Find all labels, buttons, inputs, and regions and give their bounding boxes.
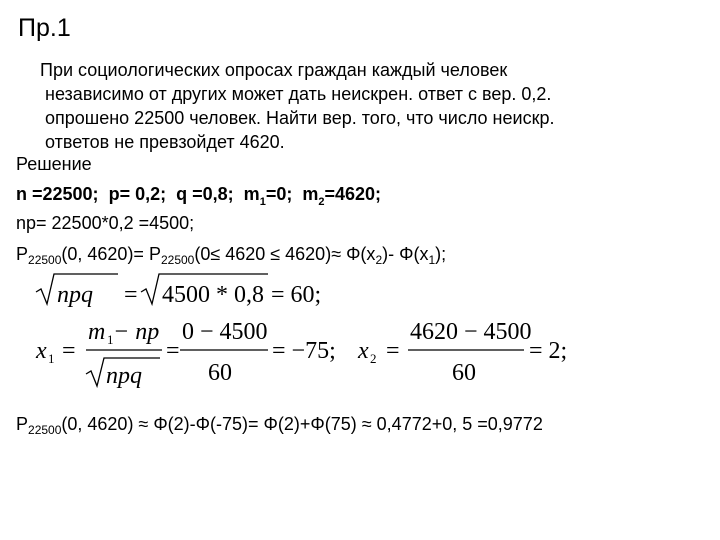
- svg-text:npq: npq: [106, 363, 142, 389]
- svg-text:= 2;: = 2;: [529, 338, 568, 364]
- formula-block: [0, 270, 720, 400]
- svg-text:= −75;: = −75;: [272, 338, 336, 364]
- problem-line-2: независимо от других может дать неискрен. ответ с вер. 0,2.: [45, 84, 552, 104]
- np-line: np= 22500*0,2 =4500;: [16, 213, 195, 233]
- svg-text:4620 − 4500: 4620 − 4500: [410, 319, 532, 345]
- problem-line-3: опрошено 22500 человек. Найти вер. того, что число неискр.: [45, 108, 555, 128]
- svg-text:2: 2: [370, 351, 377, 366]
- probability-line: $P_{22500}(0$, $4620)= P_{22500}(0\le 4620 \le 4620)\approx \Phi(x_2)-$ $\Phi(x_1)$;: [16, 244, 447, 267]
- svg-text:1: 1: [48, 351, 55, 366]
- svg-text:60: 60: [452, 360, 476, 386]
- svg-text:x: x: [36, 338, 47, 364]
- sqrt-line-formula: [36, 274, 321, 308]
- param-n: n =22500;: [16, 184, 99, 204]
- svg-text:=: =: [386, 338, 400, 364]
- svg-text:= 60;: = 60;: [271, 282, 322, 308]
- svg-text:m: m: [88, 319, 106, 345]
- svg-text:0 − 4500: 0 − 4500: [182, 319, 268, 345]
- x2-formula: [357, 319, 567, 386]
- svg-text:60: 60: [208, 360, 232, 386]
- svg-text:=: =: [62, 338, 76, 364]
- params-line: [16, 184, 381, 208]
- problem-statement: [40, 58, 554, 154]
- svg-text:1: 1: [107, 332, 114, 347]
- svg-text:=: =: [124, 282, 138, 308]
- svg-text:x: x: [358, 338, 369, 364]
- problem-line-4: ответов не превзойдет 4620.: [45, 132, 285, 152]
- slide-title: Пр.1: [18, 14, 71, 42]
- x1-formula: [35, 319, 336, 389]
- svg-text:npq: npq: [57, 282, 93, 308]
- final-result-line: $P_{22500}(0$, 4620) ≈ Φ(2)-Φ(-75)= Φ(2)+Φ(75) ≈ 0,4772+0, 5 =0,9772: [16, 414, 543, 437]
- solution-label: Решение: [16, 154, 92, 174]
- param-p: p= 0,2;: [108, 184, 167, 204]
- svg-text:4500 * 0,8: 4500 * 0,8: [162, 282, 264, 308]
- svg-text:=: =: [166, 338, 180, 364]
- param-m2: $m_2=4620$;: [302, 184, 382, 208]
- svg-text:− np: − np: [113, 319, 160, 345]
- problem-line-1: При социологических опросах граждан каждый человек: [40, 60, 508, 80]
- param-q: q =0,8;: [176, 184, 234, 204]
- param-m1: $m_1=0$;: [243, 184, 293, 208]
